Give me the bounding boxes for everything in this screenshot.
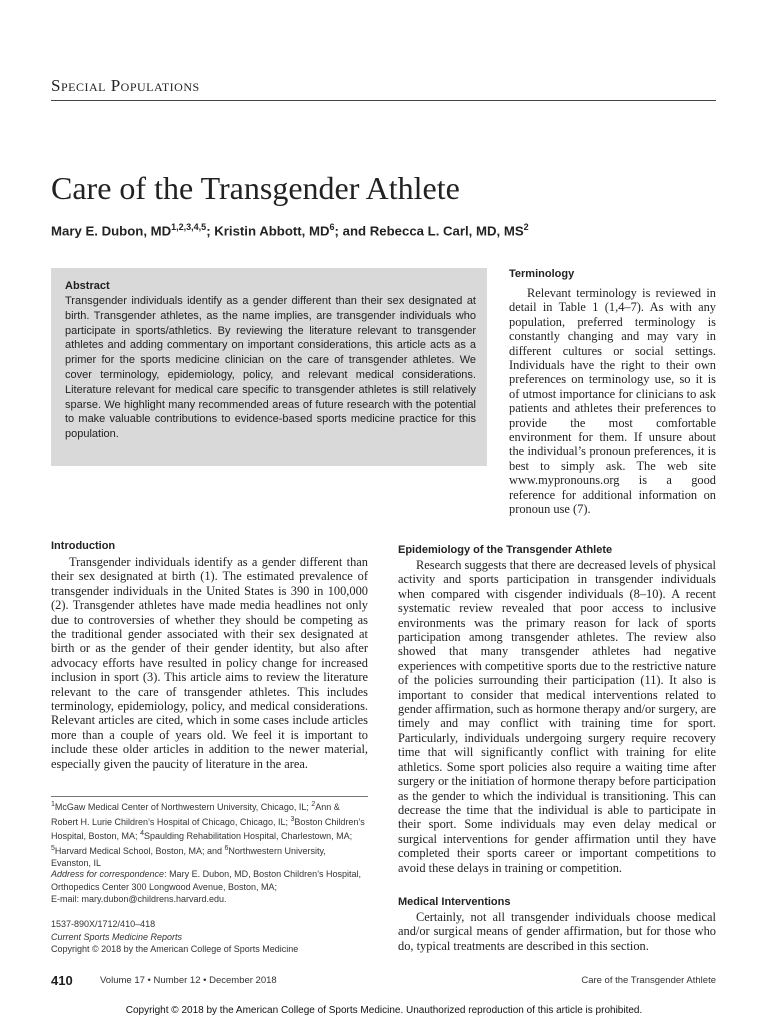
correspondence-footnote	[51, 868, 368, 906]
author-name: Kristin Abbott, MD	[214, 223, 330, 239]
affiliation-number: 4	[140, 830, 144, 837]
terminology-heading: Terminology	[509, 268, 575, 280]
terminology-body	[509, 286, 716, 517]
author-conjunction: and	[342, 223, 367, 239]
medical-interventions-heading: Medical Interventions	[398, 896, 511, 908]
journal-copyright: Copyright © 2018 by the American College of Sports Medicine	[51, 944, 299, 954]
running-title: Care of the Transgender Athlete	[581, 975, 716, 986]
affiliation-number: 5	[51, 844, 55, 852]
affiliation-text: Boston Children’s Hospital, Boston, MA;	[51, 816, 365, 841]
affiliation-number: 1	[51, 801, 55, 808]
affiliation-text: McGaw Medical Center of Northwestern University, Chicago, IL;	[54, 802, 309, 812]
publication-info	[51, 918, 368, 956]
epidemiology-paragraph: Research suggests that there are decreased levels of physical activity and sports participation in transgender individuals when compared with cisgender individuals (8–10). A recent systematic review revealed that poor access to inclusive environments was the primary reason for lack of sports participation among transgender athletes. The review also showed that many transgender athletes had negative experiences with competitive sports due to the restrictive nature of the policies surrounding their participation (11). It also is important to consider that medical interventions related to gender affirmation, such as hormone therapy and/or surgery, are timely and may conflict with training time for sport. Particularly, individuals undergoing surgery require recovery time that will significantly conflict with training for elite athletics. Some sport policies also require a waiting time after surgery or the initiation of hormone therapy before participation as the gender to which the individual is transitioning. This can decrease the time that the individual is able to participate in their sport. Some individuals may even delay medical or surgical interventions for gender affirmation until they have completed their sports career or important competitions to avoid these delays in training or competition.	[398, 558, 717, 875]
affiliations-footnote	[51, 799, 368, 870]
affiliation-text: Ann & Robert H. Lurie Children’s Hospital of Chicago, Chicago, IL;	[51, 802, 340, 827]
author-separator: ;	[334, 223, 339, 239]
affiliation-number: 2	[311, 801, 316, 808]
affiliation-text: Northwestern University, Evanston, IL	[51, 845, 326, 868]
author-list	[51, 222, 529, 238]
affiliation-number: 3	[290, 815, 295, 823]
medical-interventions-paragraph: Certainly, not all transgender individuals choose medical and/or surgical means of gender affirmation, but for those who do, typical treatments are described in this section.	[398, 910, 716, 953]
section-label: Special Populations	[51, 76, 200, 95]
author-affiliation: 6	[329, 222, 335, 232]
issue-info: Volume 17 • Number 12 • December 2018	[100, 975, 277, 986]
journal-name: Current Sports Medicine Reports	[51, 931, 183, 942]
medical-interventions-body	[398, 910, 716, 953]
affiliation-text: Spaulding Rehabilitation Hospital, Charlestown, MA;	[143, 831, 353, 841]
affiliation-number: 6	[224, 844, 229, 852]
abstract-heading: Abstract	[65, 280, 110, 292]
author-separator: ;	[206, 223, 211, 239]
issn-line: 1537-890X/1712/410–418	[51, 919, 156, 929]
correspondence-email: E-mail: mary.dubon@childrens.harvard.edu.	[51, 894, 227, 904]
introduction-heading: Introduction	[51, 540, 116, 552]
page-number: 410	[51, 973, 73, 988]
affiliation-text: Harvard Medical School, Boston, MA; and	[54, 845, 222, 856]
copyright-notice: Copyright © 2018 by the American College of Sports Medicine. Unauthorized reproduction of this article is prohibited.	[125, 1005, 643, 1016]
correspondence-label: Address for correspondence	[51, 869, 165, 879]
epidemiology-body	[398, 558, 716, 875]
article-title: Care of the Transgender Athlete	[51, 170, 460, 206]
abstract-text: Transgender individuals identify as a gender different than their sex designated at birth. Transgender athletes, as the name implies, are transgender individuals who participate in sports/athletics. By reviewing the literature relevant to transgender athletes and adding commentary on important considerations, this article acts as a primer for the sports medicine clinician on the care of transgender athletes. We cover terminology, epidemiology, policy, and relevant medical considerations. Literature relevant for medical care specific to transgender athletes is still relatively sparse. We highlight many recommended areas of future research with the potential to make valuable contributions to evidence-based sports medicine practice for this population.	[65, 295, 476, 441]
correspondence-address: : Mary E. Dubon, MD, Boston Children’s Hospital, Orthopedics Center 300 Longwood Avenue, Boston, MA;	[51, 869, 361, 892]
author-name: Mary E. Dubon, MD	[51, 223, 172, 239]
author-name: Rebecca L. Carl, MD, MS	[369, 223, 524, 239]
introduction-body	[51, 555, 368, 771]
footnote-divider	[51, 796, 368, 797]
epidemiology-heading: Epidemiology of the Transgender Athlete	[398, 544, 613, 556]
author-affiliation: 2	[523, 222, 529, 232]
author-affiliation: 1,2,3,4,5	[171, 222, 207, 232]
introduction-paragraph: Transgender individuals identify as a gender different than their sex designated at birth (1). The estimated prevalence of transgender individuals in the United States is 390 in 100,000 (2). Transgender athletes have made media headlines not only due to controversies of whether they should be competing as the traditional gender associated with their sex designated at birth or as the gender of their gender identity, but also after advocacy efforts have resulted in policy change for increased inclusion in sport (3). This article aims to review the literature relevant to the care of transgender athletes. This includes terminology, epidemiology, policy, and medical considerations. Relevant articles are cited, which in some cases include articles more than a couple of years old. We feel it is important to include these older articles in addition to the newer material, especially given the paucity of literature in the area.	[51, 555, 368, 771]
terminology-paragraph: Relevant terminology is reviewed in detail in Table 1 (1,4–7). As with any population, preferred terminology is constantly changing and may vary in different cultures or social settings. Individuals have the right to their own preferences on terminology use, so it is of utmost importance for clinicians to ask patients and athletes their preferences to provide the most comfortable environment for them. If unsure about the individual’s pronoun preferences, it is best to simply ask. The web site www.mypronouns.org is a good reference for additional information on pronoun use (7).	[509, 286, 716, 517]
section-divider	[51, 100, 716, 101]
